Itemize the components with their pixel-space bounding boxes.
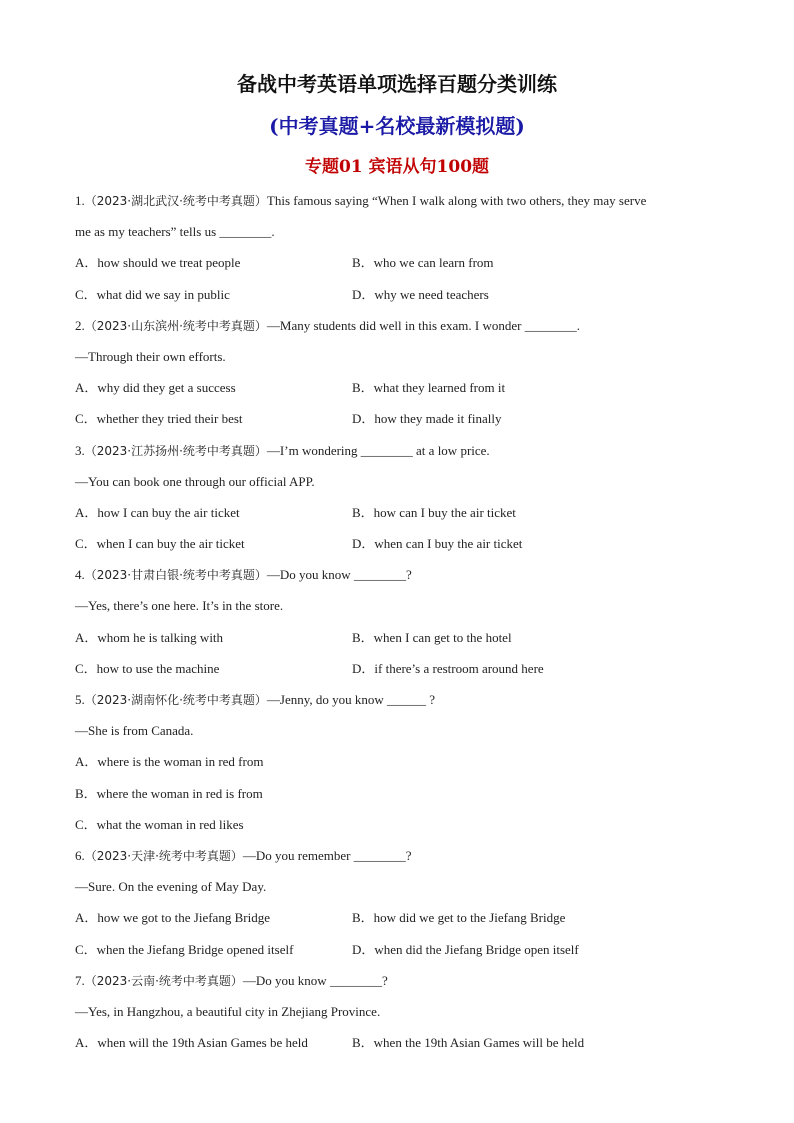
question-line bbox=[75, 718, 715, 749]
question-line bbox=[75, 874, 715, 905]
option-row bbox=[75, 905, 715, 936]
answer-option: C．when the Jiefang Bridge opened itself bbox=[75, 941, 294, 957]
question-text: —You can book one through our official APP. bbox=[75, 473, 315, 489]
answer-option: C．what the woman in red likes bbox=[75, 816, 244, 832]
question-item bbox=[75, 438, 715, 563]
question-text: —She is from Canada. bbox=[75, 723, 194, 739]
question-stem bbox=[75, 313, 715, 344]
question-source: （2023·湖北武汉·统考中考真题） bbox=[84, 194, 267, 208]
answer-option: B．how did we get to the Jiefang Bridge bbox=[352, 910, 566, 926]
question-item bbox=[75, 843, 715, 968]
document-subtitle: (中考真题+名校最新模拟题) bbox=[269, 114, 525, 138]
question-text: —Jenny, do you know ______ ? bbox=[266, 692, 436, 707]
answer-option: A．how we got to the Jiefang Bridge bbox=[75, 910, 270, 926]
question-number: 6. bbox=[75, 847, 85, 863]
question-number: 7. bbox=[75, 972, 85, 988]
question-source: （2023·湖南怀化·统考中考真题） bbox=[84, 693, 267, 707]
option-row bbox=[75, 625, 715, 656]
question-source: （2023·云南·统考中考真题） bbox=[84, 973, 243, 988]
answer-option: D．how they made it finally bbox=[352, 411, 502, 427]
question-source: （2023·甘肃白银·统考中考真题） bbox=[84, 568, 267, 583]
answer-option: A．where is the woman in red from bbox=[75, 754, 264, 770]
question-number: 1. bbox=[75, 193, 85, 208]
question-number: 4. bbox=[75, 567, 85, 583]
option-row bbox=[75, 749, 715, 780]
question-text: me as my teachers” tells us ________. bbox=[75, 224, 275, 240]
answer-option: C．what did we say in public bbox=[75, 286, 230, 302]
question-number: 2. bbox=[75, 317, 85, 333]
answer-option: A．when will the 19th Asian Games be held bbox=[75, 1035, 308, 1051]
question-source: （2023·山东滨州·统考中考真题） bbox=[84, 318, 267, 333]
question-item bbox=[75, 313, 715, 438]
question-list bbox=[75, 188, 715, 1061]
question-text: —Through their own efforts. bbox=[75, 348, 226, 364]
question-item bbox=[75, 562, 715, 687]
answer-option: B．where the woman in red is from bbox=[75, 785, 263, 801]
question-text: —Do you know ________? bbox=[266, 567, 412, 583]
question-line bbox=[75, 999, 715, 1030]
question-line bbox=[75, 219, 715, 250]
question-stem bbox=[75, 438, 715, 469]
question-text: —Do you remember ________? bbox=[242, 847, 412, 863]
question-line bbox=[75, 593, 715, 624]
question-source: （2023·江苏扬州·统考中考真题） bbox=[84, 443, 267, 458]
answer-option: C．how to use the machine bbox=[75, 660, 220, 676]
answer-option: D．why we need teachers bbox=[352, 286, 489, 302]
answer-option: A．whom he is talking with bbox=[75, 629, 224, 645]
question-text: —Sure. On the evening of May Day. bbox=[75, 879, 267, 895]
question-text: —Many students did well in this exam. I wonder ________. bbox=[266, 317, 580, 333]
answer-option: B．when I can get to the hotel bbox=[352, 629, 512, 645]
answer-option: B．who we can learn from bbox=[352, 255, 494, 271]
question-item bbox=[75, 687, 715, 843]
question-stem bbox=[75, 968, 715, 999]
answer-option: D．when did the Jiefang Bridge open itself bbox=[352, 941, 579, 957]
answer-option: A．how I can buy the air ticket bbox=[75, 504, 240, 520]
question-item bbox=[75, 188, 715, 313]
question-text: —Yes, in Hangzhou, a beautiful city in Zhejiang Province. bbox=[75, 1003, 381, 1019]
option-row bbox=[75, 937, 715, 968]
option-row bbox=[75, 250, 715, 281]
option-row bbox=[75, 656, 715, 687]
answer-option: C．when I can buy the air ticket bbox=[75, 536, 245, 552]
option-row bbox=[75, 375, 715, 406]
answer-option: A．why did they get a success bbox=[75, 380, 236, 396]
question-text: —I’m wondering ________ at a low price. bbox=[266, 442, 490, 458]
option-row bbox=[75, 406, 715, 437]
answer-option: B．when the 19th Asian Games will be held bbox=[352, 1035, 585, 1051]
question-stem bbox=[75, 687, 715, 718]
question-text: —Do you know ________? bbox=[242, 972, 388, 988]
answer-option: B．how can I buy the air ticket bbox=[352, 504, 516, 520]
option-row bbox=[75, 781, 715, 812]
answer-option: A．how should we treat people bbox=[75, 255, 241, 271]
question-stem bbox=[75, 188, 715, 219]
question-item bbox=[75, 968, 715, 1062]
topic-heading: 专题01 宾语从句100题 bbox=[304, 157, 490, 177]
option-row bbox=[75, 282, 715, 313]
question-number: 3. bbox=[75, 442, 85, 458]
answer-option: D．when can I buy the air ticket bbox=[352, 536, 523, 552]
option-row bbox=[75, 1030, 715, 1061]
question-line bbox=[75, 469, 715, 500]
question-line bbox=[75, 344, 715, 375]
option-row bbox=[75, 500, 715, 531]
option-row bbox=[75, 531, 715, 562]
answer-option: D．if there’s a restroom around here bbox=[352, 660, 544, 676]
answer-option: C．whether they tried their best bbox=[75, 411, 243, 427]
document-title: 备战中考英语单项选择百题分类训练 bbox=[237, 72, 557, 96]
question-text: This famous saying “When I walk along with two others, they may serve bbox=[266, 193, 647, 208]
option-row bbox=[75, 812, 715, 843]
question-text: —Yes, there’s one here. It’s in the store. bbox=[75, 598, 284, 614]
question-number: 5. bbox=[75, 692, 85, 707]
question-stem bbox=[75, 843, 715, 874]
answer-option: B．what they learned from it bbox=[352, 380, 506, 396]
question-stem bbox=[75, 562, 715, 593]
question-source: （2023·天津·统考中考真题） bbox=[84, 848, 243, 863]
